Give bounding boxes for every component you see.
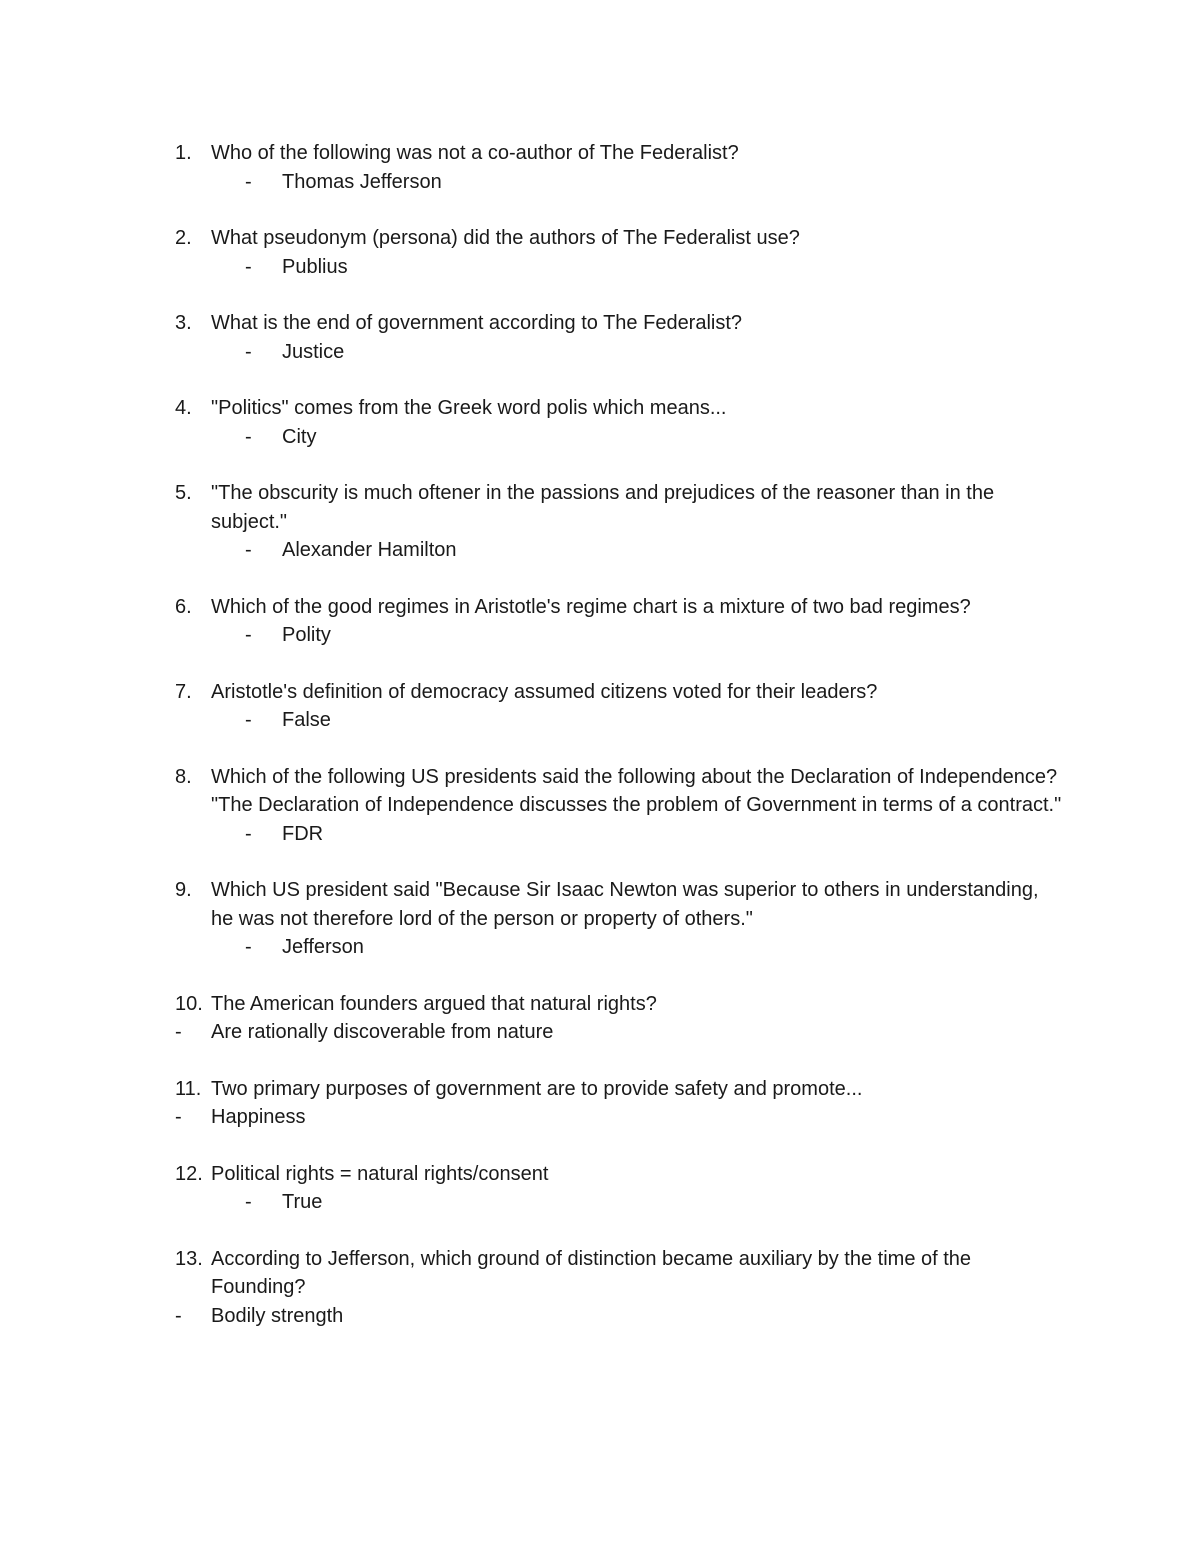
answer-text: FDR	[282, 822, 324, 845]
answer-text: Thomas Jefferson	[282, 170, 442, 193]
question-number: 10.	[175, 992, 203, 1015]
answer-dash: -	[245, 425, 252, 448]
answer	[0, 1018, 1200, 1047]
question-number: 3.	[175, 312, 192, 334]
question-text: Who of the following was not a co-author of The Federalist?	[211, 142, 739, 164]
answer-text: Publius	[282, 255, 348, 278]
question	[0, 394, 1066, 423]
answer	[0, 423, 1200, 452]
answer	[0, 338, 1200, 367]
question-text: "Politics" comes from the Greek word polis which means...	[211, 397, 727, 419]
answer	[0, 1188, 1200, 1217]
answer-text: True	[282, 1191, 323, 1213]
answer-text: Bodily strength	[211, 1304, 344, 1327]
answer	[0, 168, 1200, 197]
list-item	[0, 593, 1200, 650]
question	[0, 876, 1066, 933]
answer-dash: -	[175, 1021, 182, 1043]
answer	[0, 820, 1200, 849]
question	[0, 1245, 1066, 1302]
question-text: Aristotle's definition of democracy assumed citizens voted for their leaders?	[211, 680, 878, 703]
answer-dash: -	[245, 255, 252, 278]
question-text: Political rights = natural rights/consent	[211, 1162, 549, 1185]
answer	[0, 706, 1200, 735]
list-item	[0, 139, 1200, 196]
list-item	[0, 479, 1200, 565]
answer	[0, 253, 1200, 282]
question-number: 2.	[175, 227, 192, 249]
list-item	[0, 876, 1200, 962]
answer-dash: -	[245, 340, 252, 363]
question-text: Which of the following US presidents said the following about the Declaration of Independence? "The Declaration of Independence discusses the problem of Government in terms of a contract."	[211, 765, 1062, 816]
answer-text: Alexander Hamilton	[282, 539, 457, 561]
question	[0, 1160, 1066, 1189]
question-text: "The obscurity is much oftener in the passions and prejudices of the reasoner than in the subject."	[211, 482, 995, 533]
answer-dash: -	[245, 539, 252, 561]
question-number: 6.	[175, 595, 192, 618]
answer-dash: -	[175, 1304, 182, 1327]
list-item	[0, 678, 1200, 735]
answer-dash: -	[175, 1106, 182, 1128]
list-item	[0, 1245, 1200, 1331]
question-number: 13.	[175, 1247, 203, 1270]
question-number: 5.	[175, 482, 192, 504]
question	[0, 990, 1066, 1019]
question-text: The American founders argued that natural rights?	[211, 992, 657, 1015]
question	[0, 1075, 1066, 1104]
answer	[0, 621, 1200, 650]
answer-dash: -	[245, 822, 252, 845]
answer-text: Are rationally discoverable from nature	[211, 1021, 554, 1043]
answer-text: False	[282, 709, 331, 731]
question-text: What pseudonym (persona) did the authors of The Federalist use?	[211, 227, 800, 249]
question-number: 11.	[175, 1077, 202, 1100]
answer-dash: -	[245, 709, 252, 731]
answer-dash: -	[245, 936, 252, 958]
question-number: 4.	[175, 397, 192, 419]
list-item	[0, 224, 1200, 281]
list-item	[0, 1075, 1200, 1132]
question	[0, 678, 1066, 707]
list-item	[0, 1160, 1200, 1217]
answer-text: Justice	[282, 340, 345, 363]
question-text: Which of the good regimes in Aristotle's regime chart is a mixture of two bad regimes?	[211, 595, 971, 618]
answer	[0, 536, 1200, 565]
list-item	[0, 990, 1200, 1047]
answer	[0, 1103, 1200, 1132]
question	[0, 309, 1066, 338]
question-number: 9.	[175, 879, 192, 901]
question-number: 8.	[175, 765, 192, 788]
question-text: According to Jefferson, which ground of distinction became auxiliary by the time of the Founding?	[211, 1247, 972, 1298]
question	[0, 593, 1066, 622]
question	[0, 479, 1066, 536]
answer-text: Jefferson	[282, 936, 364, 958]
answer-dash: -	[245, 1191, 252, 1213]
question	[0, 224, 1066, 253]
answer-text: Polity	[282, 624, 331, 646]
question-list	[0, 139, 1200, 1358]
answer-dash: -	[245, 170, 252, 193]
list-item	[0, 309, 1200, 366]
question	[0, 763, 1066, 820]
question-number: 7.	[175, 680, 192, 703]
list-item	[0, 394, 1200, 451]
question-number: 12.	[175, 1162, 203, 1185]
question	[0, 139, 1066, 168]
question-text: Which US president said "Because Sir Isaac Newton was superior to others in understanding, he was not therefore lord of the person or property of others."	[211, 879, 1039, 930]
question-text: Two primary purposes of government are to provide safety and promote...	[211, 1077, 863, 1100]
question-text: What is the end of government according to The Federalist?	[211, 312, 743, 334]
list-item	[0, 763, 1200, 849]
answer	[0, 1302, 1200, 1331]
question-number: 1.	[175, 142, 192, 164]
answer-text: City	[282, 425, 317, 448]
answer-dash: -	[245, 624, 252, 646]
answer-text: Happiness	[211, 1106, 306, 1128]
answer	[0, 933, 1200, 962]
